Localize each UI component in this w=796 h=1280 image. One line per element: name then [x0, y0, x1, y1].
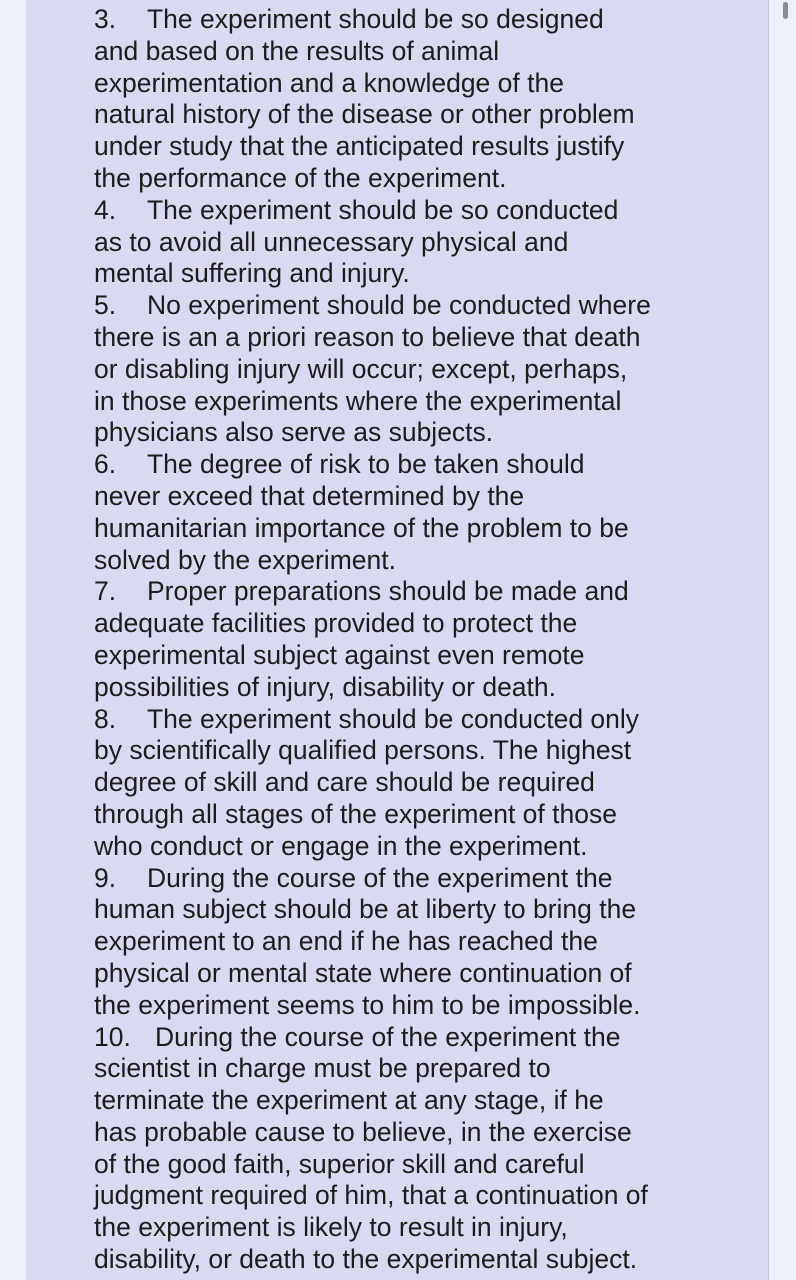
item-text: During the course of the experiment the: [147, 862, 613, 893]
list-item-4: [94, 195, 694, 290]
list-item-line: physical or mental state where continuation of: [94, 957, 632, 988]
list-item-line: under study that the anticipated results justify: [94, 131, 625, 162]
list-item-10: [94, 1022, 694, 1276]
list-item-line: terminate the experiment at any stage, if he: [94, 1085, 604, 1116]
item-number: 7.: [94, 576, 117, 607]
list-item-line: [94, 576, 694, 608]
item-text: During the course of the experiment the: [155, 1021, 621, 1052]
principles-list: [94, 4, 694, 1276]
list-item-line: through all stages of the experiment of those: [94, 798, 617, 829]
item-number: 4.: [94, 194, 117, 225]
item-text: The experiment should be conducted only: [147, 703, 640, 734]
list-item-line: there is an a priori reason to believe that death: [94, 321, 641, 352]
list-item-line: the experiment is likely to result in injury,: [94, 1212, 568, 1243]
list-item-8: [94, 704, 694, 863]
list-item-line: [94, 290, 694, 322]
vertical-scrollbar[interactable]: [778, 0, 796, 1280]
list-item-line: degree of skill and care should be required: [94, 767, 595, 798]
item-text: The experiment should be so designed: [147, 4, 604, 34]
scrollbar-thumb[interactable]: [783, 2, 788, 19]
list-item-line: mental suffering and injury.: [94, 258, 410, 289]
list-item-line: humanitarian importance of the problem to be: [94, 512, 629, 543]
list-item-line: natural history of the disease or other problem: [94, 99, 635, 130]
item-number: 9.: [94, 862, 117, 893]
list-item-6: [94, 449, 694, 576]
list-item-line: never exceed that determined by the: [94, 480, 525, 511]
item-text: The experiment should be so conducted: [147, 194, 619, 225]
item-number: 8.: [94, 703, 117, 734]
list-item-line: in those experiments where the experimental: [94, 385, 622, 416]
list-item-line: or disabling injury will occur; except, perhaps,: [94, 353, 628, 384]
item-number: 6.: [94, 449, 117, 480]
list-item-line: of the good faith, superior skill and careful: [94, 1148, 585, 1179]
item-text: The degree of risk to be taken should: [147, 449, 585, 480]
list-item-line: judgment required of him, that a continuation of: [94, 1180, 648, 1211]
list-item-9: [94, 863, 694, 1022]
item-text: Proper preparations should be made and: [147, 576, 629, 607]
item-number: 10.: [94, 1021, 131, 1052]
list-item-line: [94, 4, 694, 36]
list-item-line: disability, or death to the experimental subject.: [94, 1244, 638, 1275]
list-item-line: the experiment seems to him to be impossible.: [94, 989, 641, 1020]
item-number: 5.: [94, 290, 117, 321]
list-item-line: scientist in charge must be prepared to: [94, 1053, 551, 1084]
list-item-line: [94, 863, 694, 895]
list-item-line: solved by the experiment.: [94, 544, 396, 575]
item-text: No experiment should be conducted where: [147, 290, 651, 321]
list-item-line: experimentation and a knowledge of the: [94, 67, 564, 98]
list-item-line: adequate facilities provided to protect the: [94, 608, 578, 639]
list-item-line: [94, 1022, 694, 1054]
list-item-line: experimental subject against even remote: [94, 639, 585, 670]
item-number: 3.: [94, 4, 117, 34]
list-item-line: by scientifically qualified persons. The highest: [94, 735, 632, 766]
list-item-line: and based on the results of animal: [94, 35, 500, 66]
list-item-line: [94, 704, 694, 736]
list-item-line: physicians also serve as subjects.: [94, 417, 494, 448]
list-item-line: who conduct or engage in the experiment.: [94, 830, 588, 861]
list-item-line: has probable cause to believe, in the exercise: [94, 1116, 632, 1147]
list-item-line: as to avoid all unnecessary physical and: [94, 226, 569, 257]
list-item-line: [94, 449, 694, 481]
list-item-line: [94, 195, 694, 227]
list-item-3: [94, 4, 694, 195]
list-item-line: possibilities of injury, disability or death.: [94, 671, 557, 702]
list-item-5: [94, 290, 694, 449]
document-page: [26, 0, 769, 1280]
list-item-line: the performance of the experiment.: [94, 162, 507, 193]
list-item-7: [94, 576, 694, 703]
list-item-line: human subject should be at liberty to bring the: [94, 894, 637, 925]
list-item-line: experiment to an end if he has reached the: [94, 926, 598, 957]
